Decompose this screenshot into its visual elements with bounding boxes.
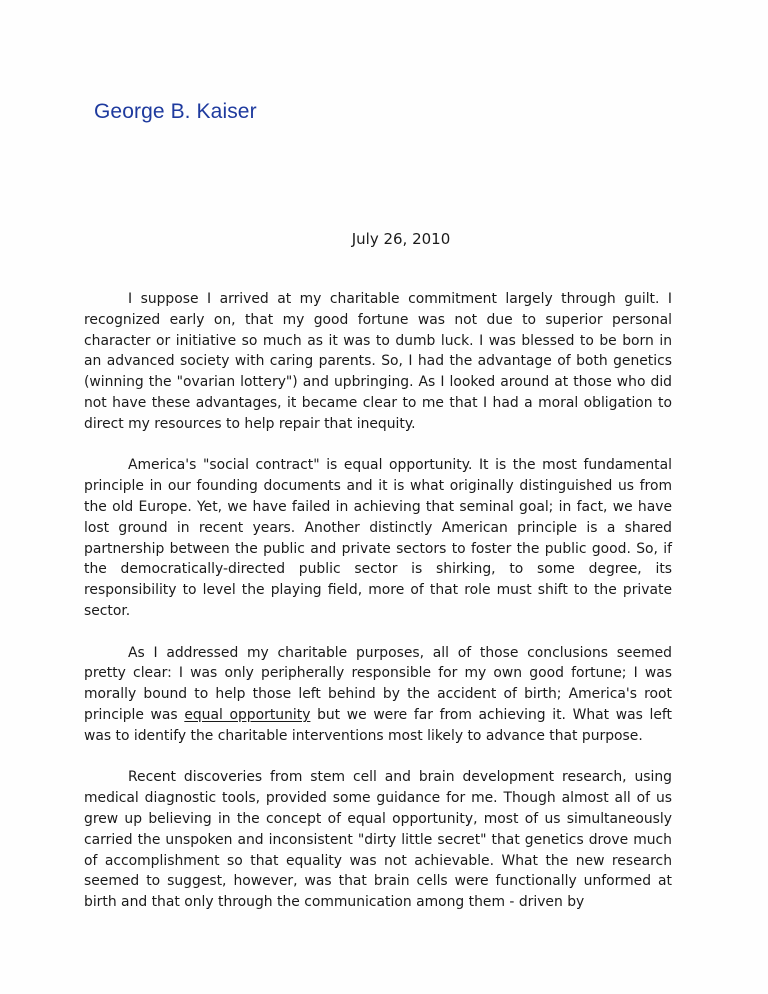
paragraph-1 [84, 289, 672, 435]
paragraph-text: I suppose I arrived at my charitable commitment largely through guilt. I recognized early on, that my good fortune was not due to superior personal character or initiative so much as it was to dumb luck. I was blessed to be born in an advanced society with caring parents. So, I had the advantage of both genetics (winning the "ovarian lottery") and upbringing. As I looked around at those who did not have these advantages, it became clear to me that I had a moral obligation to direct my resources to help repair that inequity. [84, 291, 672, 432]
paragraph-3 [84, 643, 672, 747]
paragraph-text: Recent discoveries from stem cell and brain development research, using medical diagnostic tools, provided some guidance for me. Though almost all of us grew up believing in the concept of equal opportunity, most of us simultaneously carried the unspoken and inconsistent "dirty little secret" that genetics drove much of accomplishment so that equality was not achievable. What the new research seemed to suggest, however, was that brain cells were functionally unformed at birth and that only through the communication among them - driven by [84, 769, 672, 911]
letter-body [84, 289, 672, 913]
paragraph-4 [84, 767, 672, 913]
letterhead-name: George B. Kaiser [94, 100, 257, 123]
letter-date: July 26, 2010 [351, 230, 451, 248]
paragraph-2 [84, 455, 672, 621]
paragraph-text: America's "social contract" is equal opportunity. It is the most fundamental principle in our founding documents and it is what originally distinguished us from the old Europe. Yet, we have failed in achieving that seminal goal; in fact, we have lost ground in recent years. Another distinctly American principle is a shared partnership between the public and private sectors to foster the public good. So, if the democratically-directed public sector is shirking, to some degree, its responsibility to level the playing field, more of that role must shift to the private sector. [84, 457, 672, 619]
paragraph-text: As I addressed my charitable purposes, all of those conclusions seemed pretty clear: I was only peripherally responsible for my own good fortune; I was morally bound to help those left behind by the accident of birth; America's root principle was [84, 644, 672, 723]
underlined-phrase: equal opportunity [184, 706, 311, 723]
paragraph-text: but we were far from achieving it. What was left was to identify the charitable interventions most likely to advance that purpose. [84, 706, 672, 744]
